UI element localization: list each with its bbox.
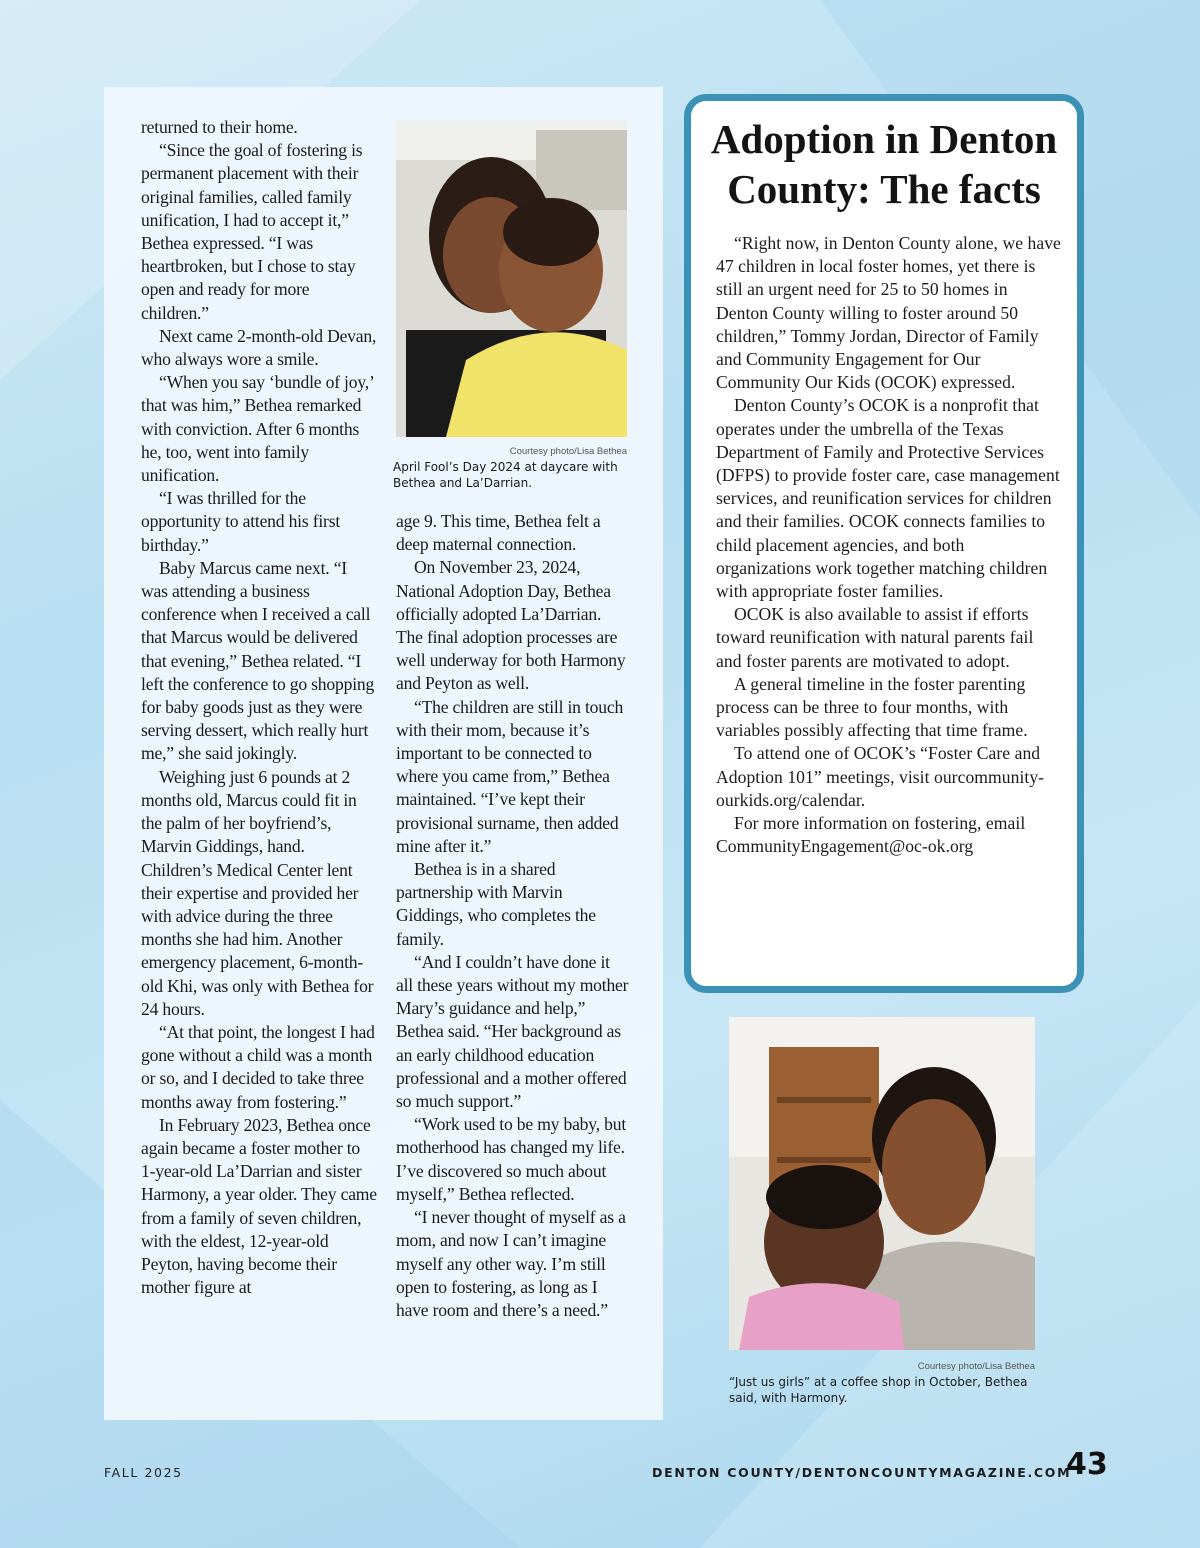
facts-paragraph: To attend one of OCOK’s “Foster Care and Adoption 101” meetings, visit ourcommunity-ourkids.org/calendar. [716,743,1045,810]
article-paragraph: In February 2023, Bethea once again became a foster mother to 1-year-old La’Darrian and sister Harmony, a year older. They came from a family of seven children, with the eldest, 12-year-old Peyton, having become their mother figure at [141,1114,377,1298]
article-paragraph: age 9. This time, Bethea felt a deep maternal connection. [396,511,601,555]
facts-paragraph: For more information on fostering, email CommunityEngagement@oc-ok.org [716,813,1026,857]
article-paragraph: On November 23, 2024, National Adoption Day, Bethea officially adopted La’Darrian. The final adoption processes are well underway for both Harmony and Peyton as well. [396,557,626,694]
facts-paragraph: “Right now, in Denton County alone, we have 47 children in local foster homes, yet there is still an urgent need for 25 to 50 homes in Denton County willing to foster around 50 children,” Tommy Jordan, Director of Family and Community Engagement for Our Community Our Kids (OCOK) expressed. [716,233,1061,393]
facts-paragraph: OCOK is also available to assist if efforts toward reunification with natural parents fail and foster parents are motivated to adopt. [716,604,1034,671]
article-paragraph: Next came 2-month-old Devan, who always wore a smile. [141,325,377,370]
issue-season: FALL 2025 [104,1465,183,1480]
facts-paragraph: A general timeline in the foster parenting process can be three to four months, with variables possibly affecting that time frame. [716,673,1028,741]
article-paragraph: Weighing just 6 pounds at 2 months old, Marcus could fit in the palm of her boyfriend’s, Marvin Giddings, hand. Children’s Medical Center lent their expertise and provided her with advice during the three months she had him. Another emergency placement, 6-month-old Khi, was only with Bethea for 24 hours. [141,766,374,1019]
publication-name: DENTON COUNTY/DENTONCOUNTYMAGAZINE.COM [652,1465,1072,1480]
article-paragraph: returned to their home. [141,117,298,137]
facts-paragraph: Denton County’s OCOK is a nonprofit that operates under the umbrella of the Texas Department of Family and Protective Services (DFPS) to provide foster care, case management services, and reunification services for children and their families. OCOK connects families to child placement agencies, and both organizations work together matching children with appropriate foster families. [716,395,1060,602]
photo-mother-and-son [396,120,627,437]
photo-caption: “Just us girls” at a coffee shop in October, Bethea said, with Harmony. [729,1375,1028,1405]
page-number: 43 [1066,1447,1108,1482]
article-paragraph: “Work used to be my baby, but motherhood has changed my life. I’ve discovered so much about myself,” Bethea reflected. [396,1114,627,1204]
article-column-1 [141,116,377,1299]
facts-title: Adoption in Denton County: The facts [710,116,1058,212]
article-paragraph: “At that point, the longest I had gone without a child was a month or so, and I decided to take three months away from fostering.” [141,1021,375,1112]
article-paragraph: “Since the goal of fostering is permanent placement with their original families, called family unification, I had to accept it,” Bethea expressed. “I was heartbroken, but I chose to stay open and ready for more children.” [141,140,363,323]
facts-body [716,232,1061,858]
article-paragraph: “The children are still in touch with their mom, because it’s important to be connected to where you came from,” Bethea maintained. “I’ve kept their provisional surname, then added mine after it.” [396,696,624,856]
article-column-2 [396,510,631,1322]
photo-credit: Courtesy photo/Lisa Bethea [917,1361,1035,1372]
photo-credit: Courtesy photo/Lisa Bethea [509,446,627,457]
article-paragraph: “I was thrilled for the opportunity to attend his first birthday.” [141,488,341,555]
article-paragraph: “When you say ‘bundle of joy,’ that was him,” Bethea remarked with conviction. After 6 months he, too, went into family unification. [141,372,374,486]
article-paragraph: Baby Marcus came next. “I was attending a business conference when I received a call that Marcus would be delivered that evening,” Bethea related. “I left the conference to go shopping for baby goods just as they were serving dessert, which really hurt me,” she said jokingly. [141,557,375,764]
article-paragraph: “I never thought of myself as a mom, and now I can’t imagine myself any other way. I’m still open to fostering, as long as I have room and there’s a need.” [396,1207,626,1320]
photo-mother-and-daughter [729,1017,1035,1350]
article-paragraph: “And I couldn’t have done it all these years without my mother Mary’s guidance and help,” Bethea said. “Her background as an early childhood education professional and a mother offered so much support.” [396,951,629,1112]
article-paragraph: Bethea is in a shared partnership with Marvin Giddings, who completes the family. [396,859,596,949]
photo-caption: April Fool’s Day 2024 at daycare with Bethea and La’Darrian. [393,460,618,490]
